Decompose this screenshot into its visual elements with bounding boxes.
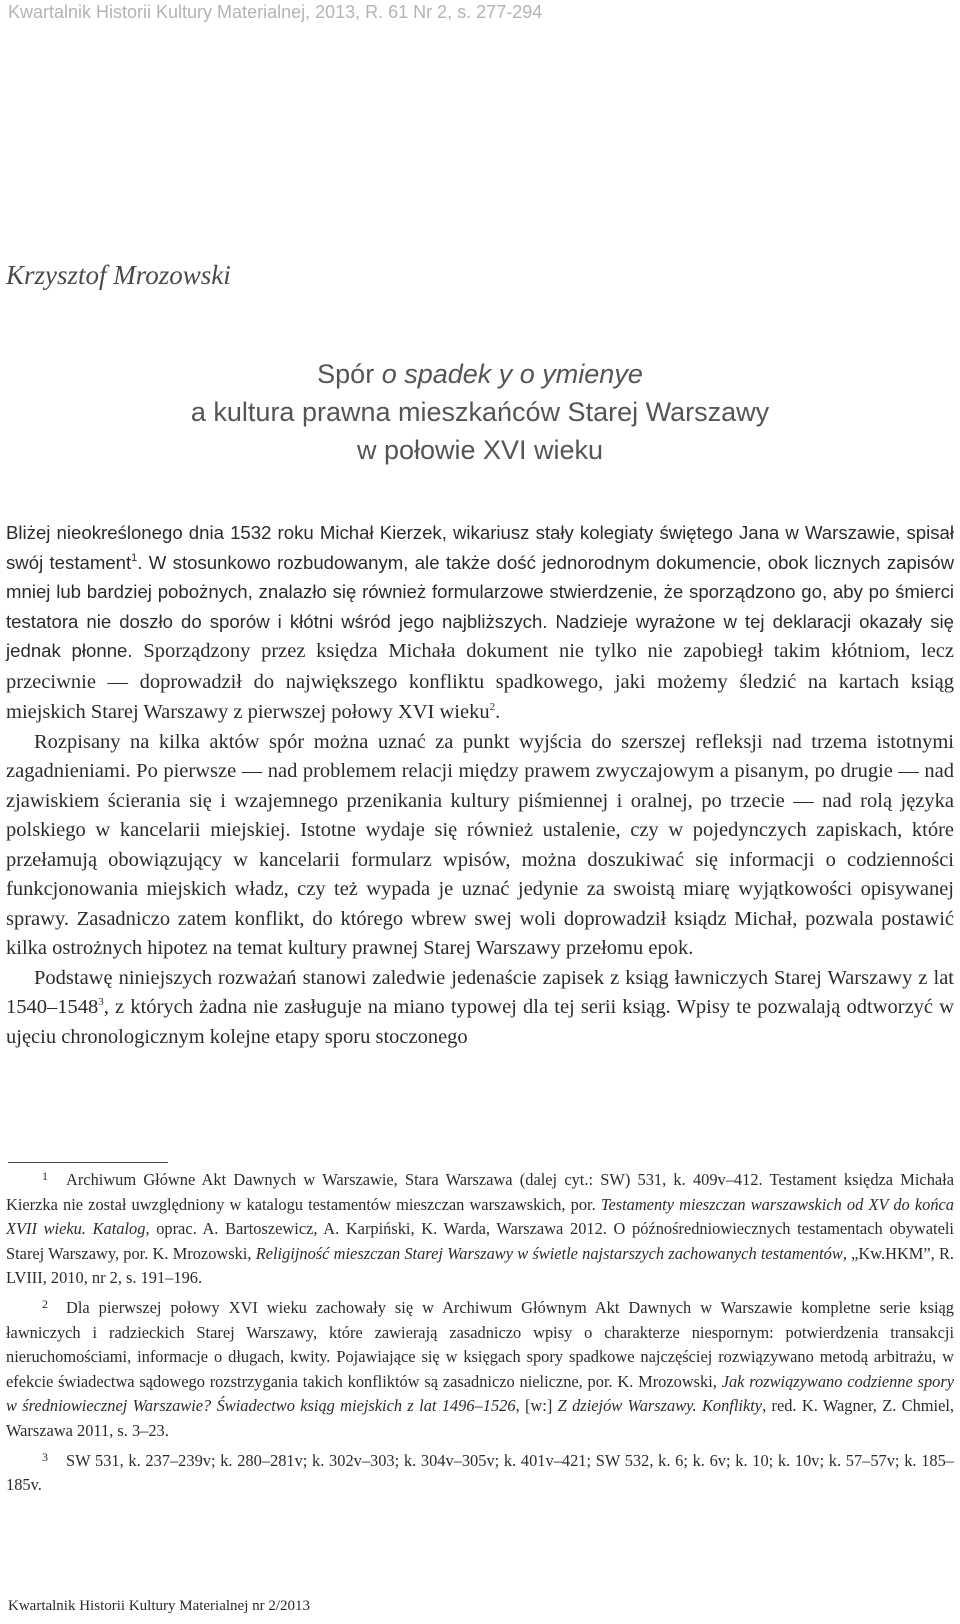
footnote-2-text-c: , red. K. Wagner, Z. Chmiel, Warszawa 2011, s. 3–23. [6,1396,955,1440]
footnote-ref-1[interactable]: 1 [131,551,138,564]
footnote-2-italic-1: Jak rozwiązywano codzienne spory w średniowiecznej Warszawie? Świadectwo ksiąg miejskich z lat 1496–1526 [6,1371,955,1416]
article-title [0,355,960,469]
footnote-3: 3 SW 531, k. 237–239v; k. 280–281v; k. 302v–303; k. 304v–305v; k. 401v–421; SW 532, k. 6; k. 6v; k. 10; k. 10v; k. 57–57v; k. 185–185v. [6,1449,954,1495]
footnote-2: 2 Dla pierwszej połowy XVI wieku zachowały się w Archiwum Głównym Akt Dawnych w Warszawie kompletne serie ksiąg ławniczych i radzieckich Starej Warszawy, które zawierają zasadniczo wpisy o charakterze niespornym: potwierdzenia transakcji nieruchomościami, informacje o długach, kwity. Pojawiające się w księgach spory spadkowe najczęściej rozwiązywano metodą arbitrażu, w efekcie świadectwa sądowego rozstrzygania takich konfliktów są zasadniczo nieliczne, por. K. Mrozowski, Jak rozwiązywano codzienne spory w średniowiecznej Warszawie? Świadectwo ksiąg miejskich z lat 1496–1526, [w:] Z dziejów Warszawy. Konflikty, red. K. Wagner, Z. Chmiel, Warszawa 2011, s. 3–23. [6,1296,955,1440]
title-line-1-roman: Spór [317,359,382,389]
footnote-3-text: SW 531, k. 237–239v; k. 280–281v; k. 302v–303; k. 304v–305v; k. 401v–421; SW 532, k. 6; k. 6v; k. 10; k. 10v; k. 57–57v; k. 185–185v. [6,1450,954,1495]
footnote-1-italic-2: Religijność mieszczan Starej Warszawy w świetle najstarszych zachowanych testamentów [255,1243,843,1263]
paragraph-1 [6,518,954,728]
paragraph-3-text-b: , z których żadna nie zasługuje na miano typowej dla tej serii ksiąg. Wpisy te pozwalają odtworzyć w ujęciu chronologicznym kolejne etapy sporu stoczonego [6,996,954,1048]
footnote-1-text-a: Archiwum Główne Akt Dawnych w Warszawie, Stara Warszawa (dalej cyt.: SW) 531, k. 409v–412. Testament księdza Michała Kierzka nie został uwzględniony w katalogu testamentów mieszczan warszawskich, por. [6,1170,954,1214]
author-name: Krzysztof Mrozowski [6,260,231,290]
title-line-3: w połowie XVI wieku [356,435,604,465]
footnote-2-italic-2: Z dziejów Warszawy. Konflikty [557,1396,763,1416]
footnote-ref-2[interactable]: 2 [489,701,496,713]
article-body [6,518,954,1052]
footnote-2-text-b: , [w:] [515,1396,558,1416]
paragraph-1-text-d: . [495,701,501,723]
paragraph-1-text-c: Sporządzony przez księdza Michała dokument nie tylko nie zapobiegł takim kłótniom, lecz przeciwnie — doprowadził do największego konfliktu spadkowego, jaki możemy śledzić na kartach ksiąg miejskich Starej Warszawy z pierwszej połowy XVI wieku [6,640,954,723]
footnote-ref-3[interactable]: 3 [98,996,104,1008]
footnote-1-text-b: , oprac. A. Bartoszewicz, A. Karpiński, K. Warda, Warszawa 2012. O późnośredniowiecznych testamentach obywateli Starej Warszawy, por. K. Mrozowski, [6,1219,954,1263]
footnote-2-text-a: Dla pierwszej połowy XVI wieku zachowały się w Archiwum Głównym Akt Dawnych w Warszawie kompletne serie ksiąg ławniczych i radzieckich Starej Warszawy, które zawierają zasadniczo wpisy o charakterze niespornym: potwierdzenia transakcji nieruchomościami, informacje o długach, kwity. Pojawiające się w księgach spory spadkowe najczęściej rozwiązywano metodą arbitrażu, w efekcie świadectwa sądowego rozstrzygania takich konfliktów są zasadniczo nieliczne, por. K. Mrozowski, [6,1297,954,1391]
title-line-1-italic: o spadek y o ymienye [381,359,643,389]
paragraph-1-text-b: . W stosunkowo rozbudowanym, ale także dość jednorodnym dokumencie, obok licznych zapisów mniej lub bardziej pobożnych, znalazło się również formularzowe stwierdzenie, że sporządzono go, aby po śmierci testatora nie doszło do sporów i kłótni wśród jego najbliższych. Nadzieje wyrażone w tej deklaracji okazały się jednak płonne. [6,551,955,661]
title-line-1 [0,355,960,393]
footnote-1-italic-1: Testamenty mieszczan warszawskich od XV do końca XVII wieku. Katalog [6,1194,954,1239]
paragraph-3-text-a: Podstawę niniejszych rozważań stanowi zaledwie jedenaście zapisek z ksiąg ławniczych Starej Warszawy z lat 1540–1548 [6,966,954,1018]
footnotes [6,1168,954,1503]
paragraph-2: Rozpisany na kilka aktów spór można uznać za punkt wyjścia do szerszej refleksji nad trzema istotnymi zagadnieniami. Po pierwsze — nad problemem relacji między prawem zwyczajowym a pisanym, po drugie — nad zjawiskiem ścierania się i wzajemnego przenikania kultury piśmiennej i oralnej, po trzecie — nad rolą języka polskiego w kancelarii miejskiej. Istotne wydaje się również ustalenie, czy w pojedynczych zapiskach, które przełamują obowiązujący w kancelarii formularz wpisów, można doszukiwać się informacji o codzienności funkcjonowania miejskich władz, czy też wypada je uznać jedynie za swoistą miarę wyjątkowości opisywanej sprawy. Zasadniczo zatem konflikt, do którego wbrew swej woli doprowadził ksiądz Michał, pozwala postawić kilka ostrożnych hipotez na temat kultury prawnej Starej Warszawy przełomu epok. [6,730,954,959]
footnote-1: 1 Archiwum Główne Akt Dawnych w Warszawie, Stara Warszawa (dalej cyt.: SW) 531, k. 409v–412. Testament księdza Michała Kierzka nie został uwzględniony w katalogu testamentów mieszczan warszawskich, por. Testamenty mieszczan warszawskich od XV do końca XVII wieku. Katalog, oprac. A. Bartoszewicz, A. Karpiński, K. Warda, Warszawa 2012. O późnośredniowiecznych testamentach obywateli Starej Warszawy, por. K. Mrozowski, Religijność mieszczan Starej Warszawy w świetle najstarszych zachowanych testamentów, „Kw.HKM”, R. LVIII, 2010, nr 2, s. 191–196. [6,1169,954,1288]
footnote-separator [8,1162,168,1163]
paragraph-3 [6,964,954,1053]
paragraph-1-text-a: Bliżej nieokreślonego dnia 1532 roku Michał Kierzek, wikariusz stały kolegiaty świętego Jana w Warszawie, spisał swój testament [6,522,954,573]
footnote-1-text-c: , „Kw.HKM”, R. LVIII, 2010, nr 2, s. 191–196. [6,1243,954,1288]
journal-footer: Kwartalnik Historii Kultury Materialnej nr 2/2013 [8,1598,311,1614]
title-line-2: a kultura prawna mieszkańców Starej Warszawy [190,397,770,427]
journal-header: Kwartalnik Historii Kultury Materialnej, 2013, R. 61 Nr 2, s. 277-294 [8,2,543,22]
